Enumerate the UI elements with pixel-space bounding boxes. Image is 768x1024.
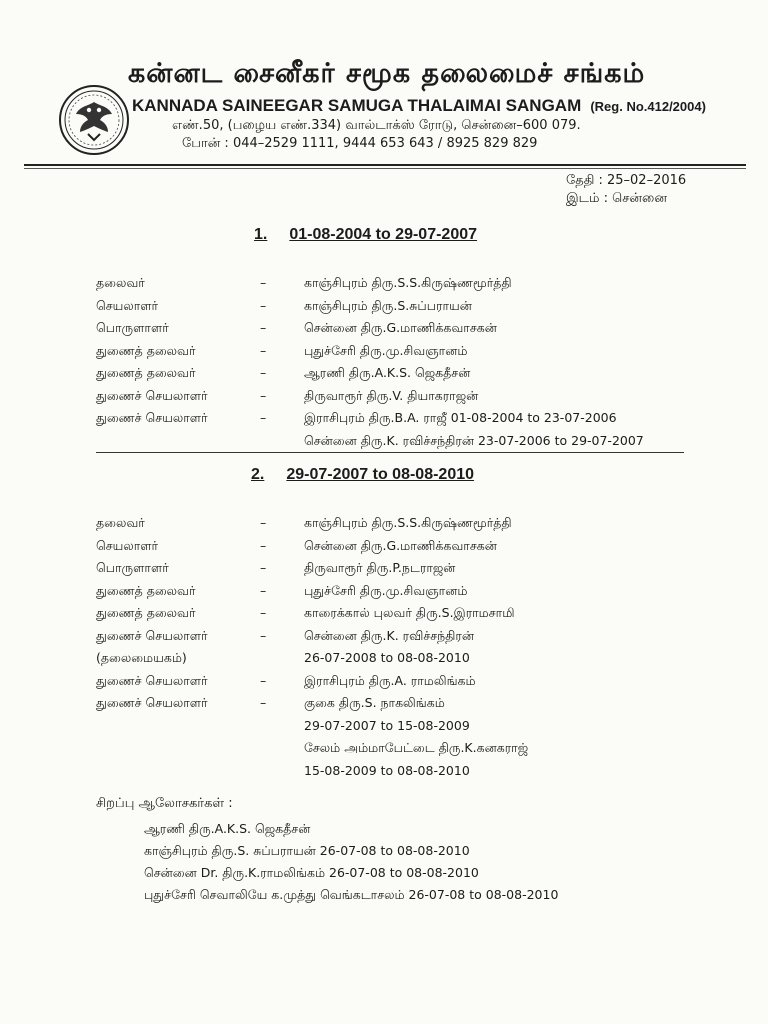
role-label: துணைச் செயலாளர் [96, 410, 208, 425]
member-line: காஞ்சிபுரம் திரு.S.சுப்பராயன் [304, 297, 472, 313]
org-title-english: KANNADA SAINEEGAR SAMUGA THALAIMAI SANGAM [132, 96, 582, 115]
registration-number: (Reg. No.412/2004) [590, 99, 706, 114]
advisor-item: ஆரணி திரு.A.K.S. ஜெகதீசன் [144, 821, 311, 836]
separator-dash: – [260, 627, 267, 643]
member-value [304, 512, 736, 535]
member-value [304, 580, 736, 603]
member-line: சென்னை திரு.K. ரவிச்சந்திரன் [304, 627, 475, 643]
roster-row [96, 362, 736, 385]
roster-row [96, 340, 736, 363]
separator-dash: – [260, 695, 267, 710]
member-line: குகை திரு.S. நாகலிங்கம் [304, 695, 445, 710]
member-line: காஞ்சிபுரம் திரு.S.S.கிருஷ்ணமூர்த்தி [304, 275, 512, 290]
roster-row [96, 385, 736, 408]
member-line: காஞ்சிபுரம் திரு.S.S.கிருஷ்ணமூர்த்தி [304, 515, 512, 530]
section-divider [96, 452, 684, 453]
role-label: துணைச் செயலாளர் [96, 695, 208, 710]
letterhead-divider-thin [24, 168, 746, 169]
separator-dash: – [260, 275, 267, 290]
member-value [304, 670, 736, 693]
role-label: செயலாளர் [96, 537, 159, 553]
roster-row [96, 512, 736, 535]
member-value [304, 535, 736, 558]
member-value [304, 625, 736, 648]
period-number: 2. [251, 466, 265, 483]
separator-dash: – [260, 560, 267, 575]
advisor-item: சென்னை Dr. திரு.K.ராமலிங்கம் 26-07-08 to 08-08-2010 [144, 865, 479, 880]
member-line: காரைக்கால் புலவர் திரு.S.இராமசாமி [304, 605, 515, 620]
member-value [304, 317, 736, 340]
role-label: துணைச் செயலாளர் [96, 672, 208, 688]
roster-row [96, 692, 736, 782]
roster-row [96, 602, 736, 625]
role-label: துணைச் செயலாளர் [96, 387, 208, 403]
member-line: சென்னை திரு.K. ரவிச்சந்திரன் 23-07-2006 to 29-07-2007 [304, 432, 644, 448]
separator-dash: – [260, 410, 267, 425]
separator-dash: – [260, 672, 267, 688]
member-value [304, 647, 736, 670]
advisors-list [144, 818, 558, 906]
role-label: தலைவர் [96, 275, 145, 290]
roster-row [96, 647, 736, 670]
role-label: துணைச் செயலாளர் [96, 627, 208, 643]
separator-dash: – [260, 537, 267, 553]
separator-dash: – [260, 387, 267, 403]
member-line: சென்னை திரு.G.மாணிக்கவாசகன் [304, 537, 497, 553]
letterhead-divider [24, 164, 746, 166]
member-line: இராசிபுரம் திரு.A. ராமலிங்கம் [304, 672, 476, 688]
member-value [304, 272, 736, 295]
advisor-item: புதுச்சேரி செவாலியே க.முத்து வெங்கடாசலம் 26-07-08 to 08-08-2010 [144, 887, 559, 902]
member-line: ஆரணி திரு.A.K.S. ஜெகதீசன் [304, 365, 471, 380]
separator-dash: – [260, 515, 267, 530]
role-label: துணைத் தலைவர் [96, 365, 196, 380]
period-range: 29-07-2007 to 08-08-2010 [286, 466, 475, 483]
member-line: 15-08-2009 to 08-08-2010 [304, 762, 470, 778]
member-line: 26-07-2008 to 08-08-2010 [304, 650, 470, 665]
member-value [304, 385, 736, 408]
member-line: 29-07-2007 to 15-08-2009 [304, 717, 470, 733]
period-heading-1 [254, 226, 477, 244]
separator-dash: – [260, 605, 267, 620]
roster-row [96, 625, 736, 648]
member-value [304, 557, 736, 580]
separator-dash [260, 647, 304, 670]
member-value [304, 295, 736, 318]
roster-row [96, 407, 736, 452]
org-title-line [132, 96, 706, 116]
roster-row [96, 670, 736, 693]
period-heading-2 [251, 466, 474, 484]
member-value [304, 340, 736, 363]
separator-dash: – [260, 320, 267, 335]
role-label: துணைத் தலைவர் [96, 582, 196, 598]
period-range: 01-08-2004 to 29-07-2007 [289, 226, 478, 243]
role-label: பொருளாளர் [96, 320, 169, 335]
role-label: துணைத் தலைவர் [96, 605, 196, 620]
member-line: சென்னை திரு.G.மாணிக்கவாசகன் [304, 320, 497, 335]
advisors-heading: சிறப்பு ஆலோசகர்கள் : [96, 796, 233, 811]
member-line: திருவாரூர் திரு.P.நடராஜன் [304, 560, 456, 575]
roster-row [96, 272, 736, 295]
org-phone: போன் : 044–2529 1111, 9444 653 643 / 8925 829 829 [182, 136, 538, 151]
office-bearers-table-2 [96, 512, 736, 782]
document-date: தேதி : 25–02–2016 [566, 173, 687, 188]
roster-row [96, 317, 736, 340]
document-place: இடம் : சென்னை [566, 191, 667, 206]
advisor-item: காஞ்சிபுரம் திரு.S. சுப்பராயன் 26-07-08 to 08-08-2010 [144, 843, 470, 858]
member-line: புதுச்சேரி திரு.மு.சிவஞானம் [304, 342, 468, 358]
roster-row [96, 557, 736, 580]
role-label: துணைத் தலைவர் [96, 342, 196, 358]
member-value [304, 692, 736, 782]
organization-seal-icon [58, 84, 130, 156]
role-label: (தலைமையகம்) [96, 650, 187, 665]
separator-dash: – [260, 365, 267, 380]
member-line: திருவாரூர் திரு.V. தியாகராஜன் [304, 387, 479, 403]
member-value [304, 602, 736, 625]
separator-dash: – [260, 342, 267, 358]
office-bearers-table-1 [96, 272, 736, 452]
role-label: தலைவர் [96, 515, 145, 530]
role-label: பொருளாளர் [96, 560, 169, 575]
period-number: 1. [254, 226, 268, 243]
roster-row [96, 580, 736, 603]
separator-dash: – [260, 582, 267, 598]
org-title-tamil: கன்னட சைனீகர் சமூக தலைமைச் சங்கம் [128, 58, 646, 89]
org-address: எண்.50, (பழைய எண்.334) வால்டாக்ஸ் ரோடு, சென்னை–600 079. [172, 118, 581, 133]
role-label: செயலாளர் [96, 297, 159, 313]
member-line: இராசிபுரம் திரு.B.A. ராஜீ 01-08-2004 to 23-07-2006 [304, 410, 617, 425]
member-value [304, 362, 736, 385]
roster-row [96, 295, 736, 318]
member-line: சேலம் அம்மாபேட்டை திரு.K.கனகராஜ் [304, 740, 529, 755]
member-line: புதுச்சேரி திரு.மு.சிவஞானம் [304, 582, 468, 598]
roster-row [96, 535, 736, 558]
separator-dash: – [260, 297, 267, 313]
member-value [304, 407, 736, 452]
